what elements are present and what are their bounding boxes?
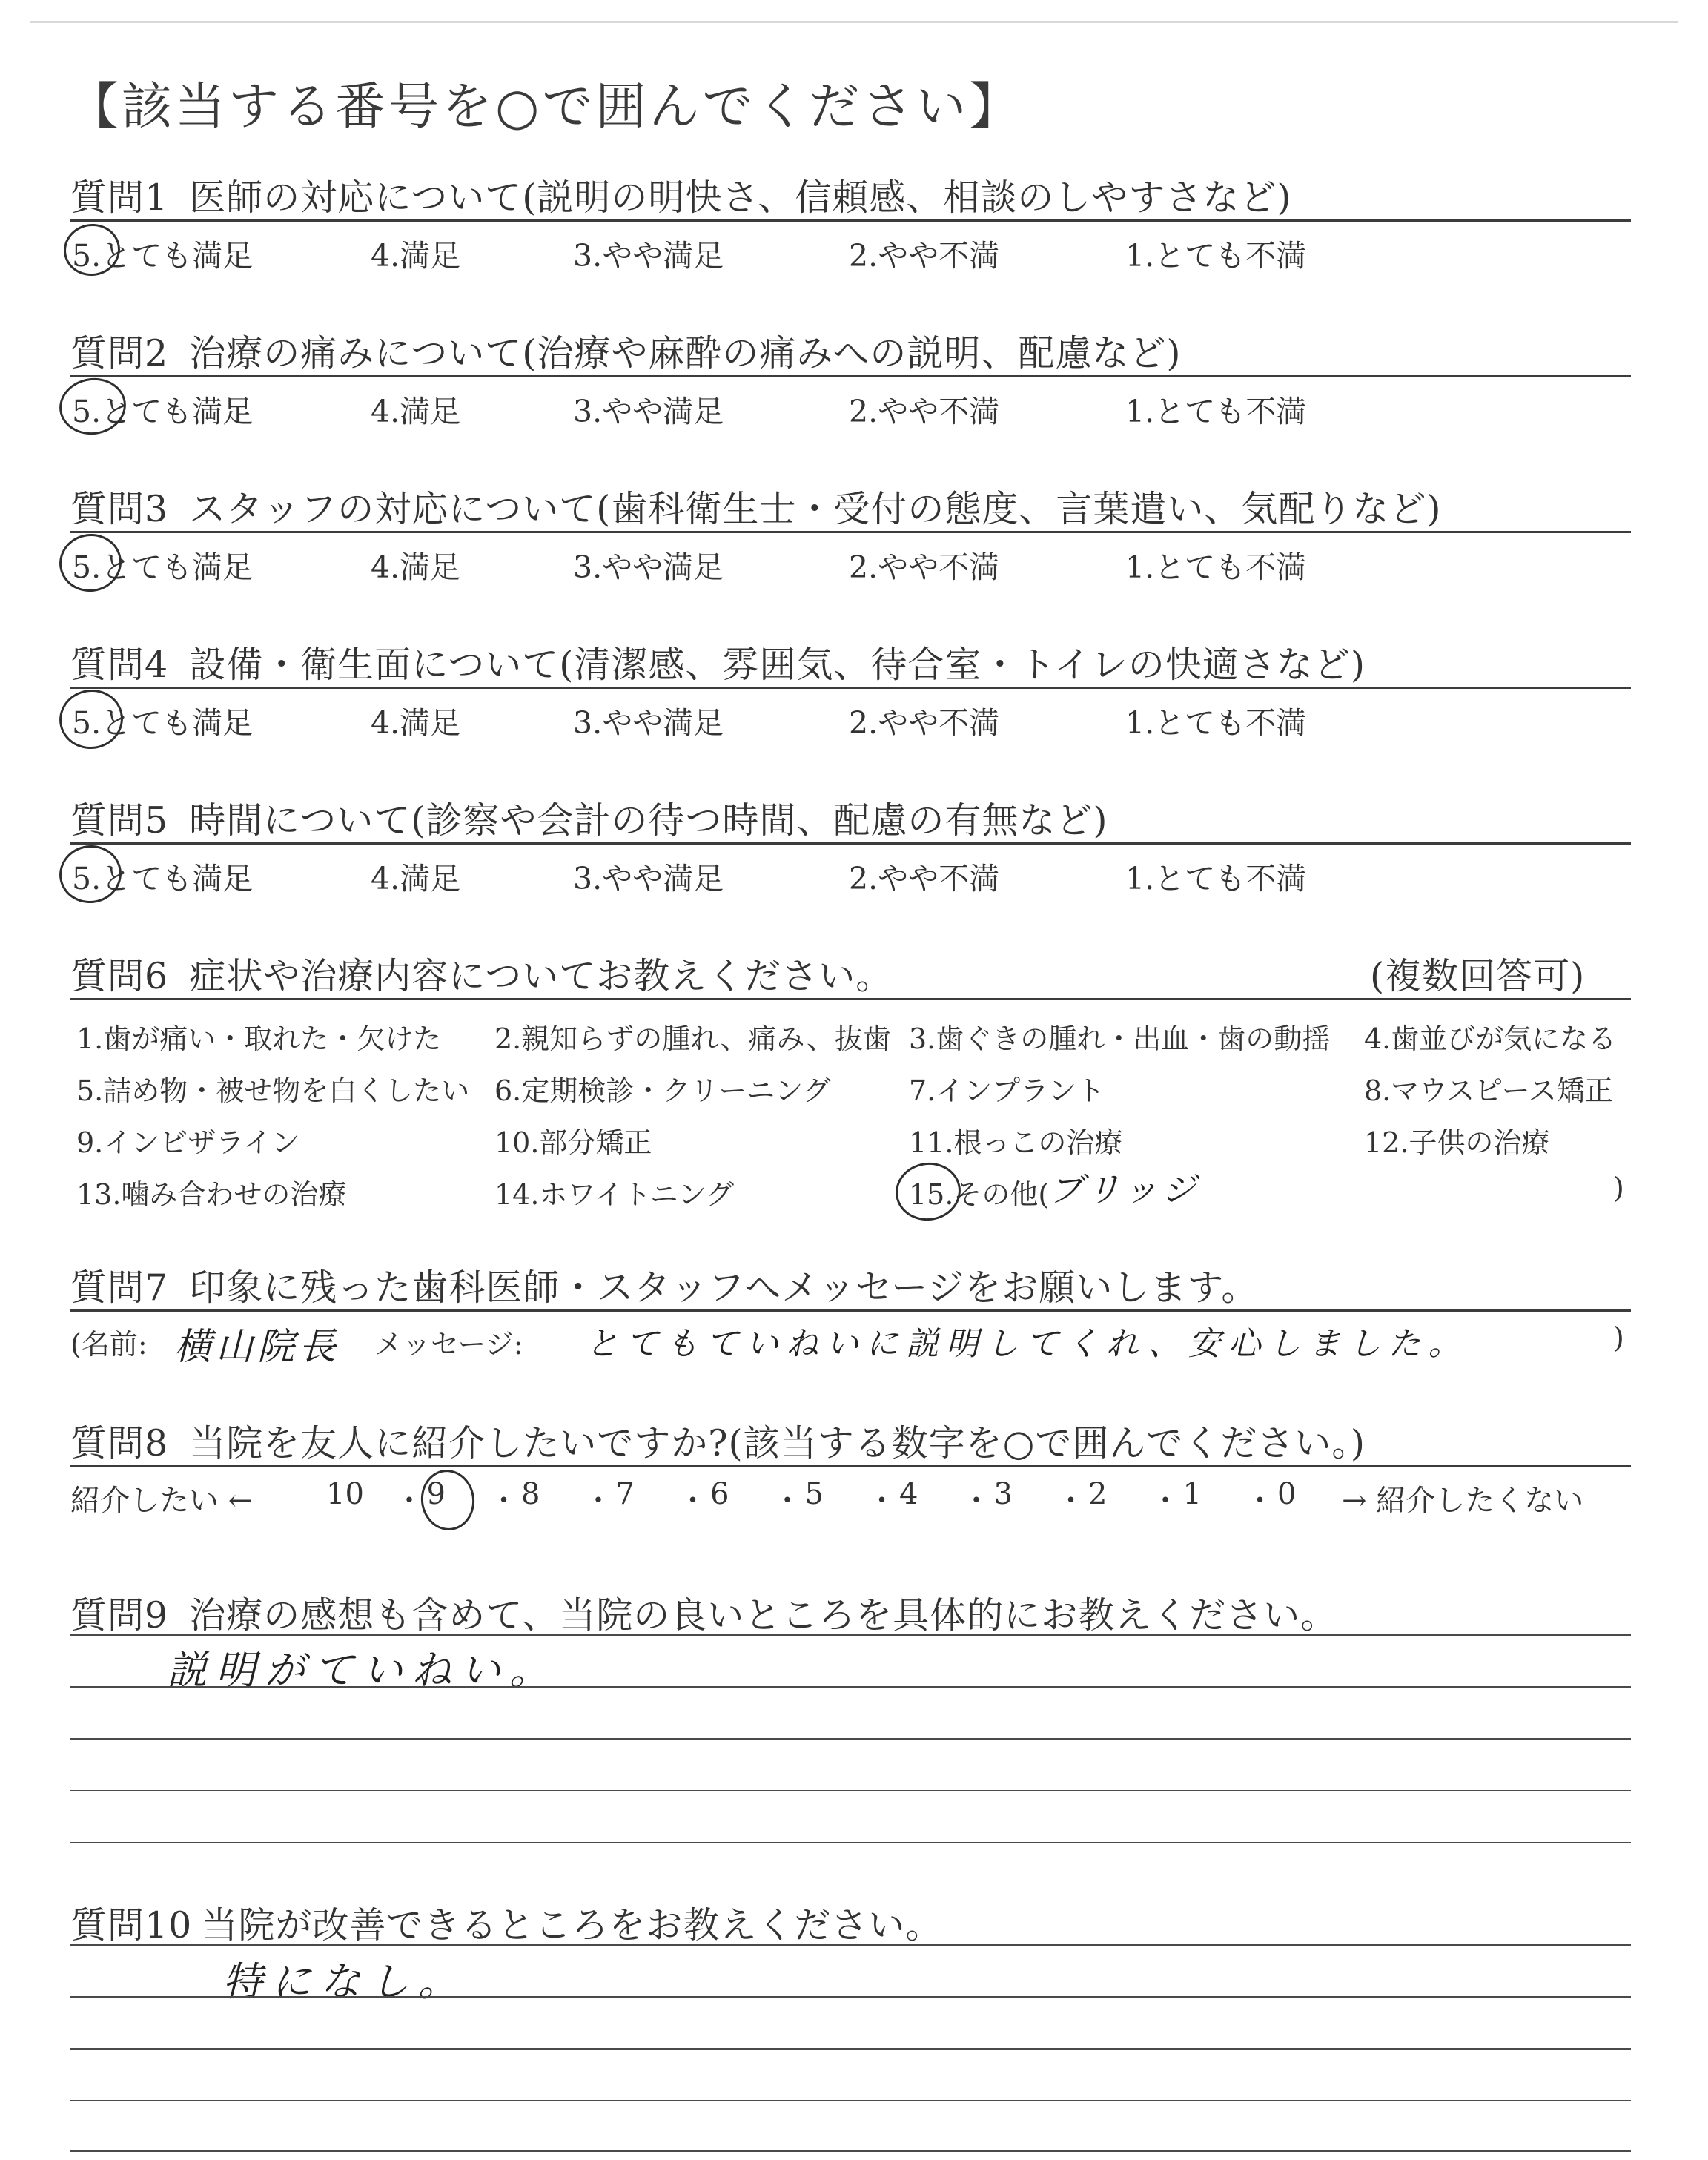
scale-separator: ・ — [1151, 1484, 1180, 1518]
option-5[interactable]: 5.とても満足 — [72, 394, 254, 429]
name-handwritten[interactable]: 横山院長 — [174, 1325, 340, 1368]
message-handwritten[interactable]: とてもていねいに説明してくれ、安心しました。 — [586, 1325, 1469, 1363]
option-2[interactable]: 2.やや不満 — [849, 861, 1000, 896]
q6-item-9[interactable]: 9.インビザライン — [76, 1126, 300, 1159]
question-number: 質問8 — [70, 1422, 169, 1464]
question-9 — [70, 1587, 1337, 1639]
option-1[interactable]: 1.とても不満 — [1125, 861, 1307, 896]
question-number: 質問5 — [70, 799, 169, 842]
question-text: 医師の対応について(説明の明快さ、信頼感、相談のしやすさなど) — [189, 176, 1292, 219]
answer-line — [70, 1790, 1631, 1791]
q6-item-10[interactable]: 10.部分矯正 — [494, 1126, 652, 1159]
question-number: 質問7 — [70, 1266, 169, 1309]
q9-handwritten-answer[interactable]: 説明がていねい。 — [167, 1647, 558, 1694]
option-3[interactable]: 3.やや満足 — [573, 705, 724, 741]
question-number: 質問2 — [70, 332, 169, 374]
scale-value-9[interactable]: 9 — [426, 1477, 446, 1511]
question-number: 質問3 — [70, 488, 169, 530]
question-number: 質問10 — [70, 1904, 193, 1946]
scale-value-8[interactable]: 8 — [521, 1477, 540, 1511]
scale-value-5[interactable]: 5 — [804, 1477, 824, 1511]
scale-value-2[interactable]: 2 — [1088, 1477, 1108, 1511]
option-5[interactable]: 5.とても満足 — [72, 238, 254, 274]
answer-line — [70, 2150, 1631, 2152]
scale-value-3[interactable]: 3 — [993, 1477, 1013, 1511]
option-2[interactable]: 2.やや不満 — [849, 549, 1000, 585]
question-rule — [70, 842, 1631, 845]
option-1[interactable]: 1.とても不満 — [1125, 238, 1307, 274]
option-4[interactable]: 4.満足 — [371, 861, 461, 896]
question-3 — [70, 480, 1441, 532]
answer-line — [70, 1842, 1631, 1843]
question-rule — [70, 998, 1631, 1000]
option-5[interactable]: 5.とても満足 — [72, 549, 254, 585]
question-2 — [70, 325, 1181, 377]
question-rule — [70, 1309, 1631, 1312]
question-text: 当院が改善できるところをお教えください。 — [201, 1904, 943, 1946]
q6-item-13[interactable]: 13.噛み合わせの治療 — [76, 1178, 347, 1211]
question-rule — [70, 375, 1631, 377]
answer-line — [70, 1738, 1631, 1740]
question-7 — [70, 1259, 1258, 1311]
other-handwritten-answer[interactable]: ブリッジ — [1049, 1169, 1201, 1209]
answer-line — [70, 1634, 1631, 1636]
option-3[interactable]: 3.やや満足 — [573, 549, 724, 585]
option-1[interactable]: 1.とても不満 — [1125, 705, 1307, 741]
scale-value-1[interactable]: 1 — [1182, 1477, 1202, 1511]
question-text: 治療の痛みについて(治療や麻酔の痛みへの説明、配慮など) — [189, 332, 1182, 374]
option-4[interactable]: 4.満足 — [371, 705, 461, 741]
scale-separator: ・ — [489, 1484, 519, 1518]
question-number: 質問9 — [70, 1594, 169, 1636]
option-3[interactable]: 3.やや満足 — [573, 238, 724, 274]
message-close-paren: ) — [1613, 1321, 1624, 1354]
option-1[interactable]: 1.とても不満 — [1125, 549, 1307, 585]
question-text: 当院を友人に紹介したいですか?(該当する数字を○で囲んでください。) — [189, 1422, 1366, 1464]
q6-item-5[interactable]: 5.詰め物・被せ物を白くしたい — [76, 1074, 470, 1107]
question-text: 治療の感想も含めて、当院の良いところを具体的にお教えください。 — [189, 1594, 1338, 1636]
q6-item-3[interactable]: 3.歯ぐきの腫れ・出血・歯の動揺 — [909, 1023, 1331, 1055]
scale-separator: ・ — [961, 1484, 991, 1518]
answer-line — [70, 1944, 1631, 1946]
question-4 — [70, 636, 1366, 688]
question-10 — [70, 1897, 942, 1949]
question-number: 質問1 — [70, 176, 169, 219]
question-text: 症状や治療内容についてお教えください。 — [189, 955, 893, 997]
answer-line — [70, 2048, 1631, 2050]
q6-item-15[interactable]: 15.その他( — [909, 1178, 1050, 1211]
option-4[interactable]: 4.満足 — [371, 238, 461, 274]
question-rule — [70, 219, 1631, 222]
question-text: 設備・衛生面について(清潔感、雰囲気、待合室・トイレの快適さなど) — [189, 644, 1366, 686]
recommend-left-label: 紹介したい ← — [70, 1484, 254, 1518]
q6-other-close-paren: ) — [1613, 1172, 1624, 1204]
question-rule — [70, 687, 1631, 689]
question-number: 質問6 — [70, 955, 169, 997]
answer-line — [70, 1686, 1631, 1688]
answer-line — [70, 2100, 1631, 2101]
question-5 — [70, 792, 1108, 844]
option-4[interactable]: 4.満足 — [371, 394, 461, 429]
scan-edge-line — [30, 21, 1678, 23]
question-number: 質問4 — [70, 644, 169, 686]
question-rule — [70, 531, 1631, 533]
question-text: スタッフの対応について(歯科衛生士・受付の態度、言葉遣い、気配りなど) — [189, 488, 1442, 530]
scale-value-6[interactable]: 6 — [710, 1477, 729, 1511]
selection-circle — [892, 1158, 964, 1224]
option-2[interactable]: 2.やや不満 — [849, 394, 1000, 429]
scale-separator: ・ — [1245, 1484, 1275, 1518]
q6-item-11[interactable]: 11.根っこの治療 — [909, 1126, 1123, 1159]
scale-value-10[interactable]: 10 — [326, 1477, 364, 1511]
question-text: 時間について(診察や会計の待つ時間、配慮の有無など) — [189, 799, 1108, 842]
option-3[interactable]: 3.やや満足 — [573, 861, 724, 896]
scale-value-4[interactable]: 4 — [899, 1477, 918, 1511]
answer-line — [70, 1996, 1631, 1998]
scale-separator: ・ — [772, 1484, 802, 1518]
recommend-right-label: → 紹介したくない — [1342, 1484, 1584, 1518]
name-label: (名前: — [70, 1328, 148, 1361]
q6-item-1[interactable]: 1.歯が痛い・取れた・欠けた — [76, 1023, 442, 1055]
q6-item-4[interactable]: 4.歯並びが気になる — [1364, 1023, 1617, 1055]
scale-separator: ・ — [867, 1484, 897, 1518]
q6-item-14[interactable]: 14.ホワイトニング — [494, 1178, 735, 1211]
option-3[interactable]: 3.やや満足 — [573, 394, 724, 429]
question-6 — [70, 948, 893, 1000]
scale-value-0[interactable]: 0 — [1277, 1477, 1297, 1511]
selection-circle — [56, 685, 127, 753]
question-1 — [70, 169, 1291, 221]
option-4[interactable]: 4.満足 — [371, 549, 461, 585]
question-8 — [70, 1415, 1366, 1467]
scale-separator: ・ — [583, 1484, 613, 1518]
question-text: 印象に残った歯科医師・スタッフへメッセージをお願いします。 — [189, 1266, 1259, 1309]
q6-item-2[interactable]: 2.親知らずの腫れ、痛み、抜歯 — [494, 1023, 891, 1055]
scale-separator: ・ — [394, 1484, 424, 1518]
question-rule — [70, 1465, 1631, 1467]
scale-separator: ・ — [1056, 1484, 1086, 1518]
multiple-answer-note: (複数回答可) — [1370, 955, 1586, 997]
q6-item-7[interactable]: 7.インプラント — [909, 1074, 1105, 1107]
scale-value-7[interactable]: 7 — [615, 1477, 635, 1511]
q6-item-8[interactable]: 8.マウスピース矯正 — [1364, 1074, 1613, 1107]
q10-handwritten-answer[interactable]: 特になし。 — [222, 1958, 467, 2005]
q6-item-12[interactable]: 12.子供の治療 — [1364, 1126, 1550, 1159]
scale-separator: ・ — [678, 1484, 708, 1518]
option-1[interactable]: 1.とても不満 — [1125, 394, 1307, 429]
option-5[interactable]: 5.とても満足 — [72, 861, 254, 896]
q6-item-6[interactable]: 6.定期検診・クリーニング — [494, 1074, 831, 1107]
option-2[interactable]: 2.やや不満 — [849, 238, 1000, 274]
message-label: メッセージ: — [374, 1328, 523, 1361]
option-2[interactable]: 2.やや不満 — [849, 705, 1000, 741]
form-title: 【該当する番号を○で囲んでください】 — [68, 78, 1023, 136]
option-5[interactable]: 5.とても満足 — [72, 705, 254, 741]
